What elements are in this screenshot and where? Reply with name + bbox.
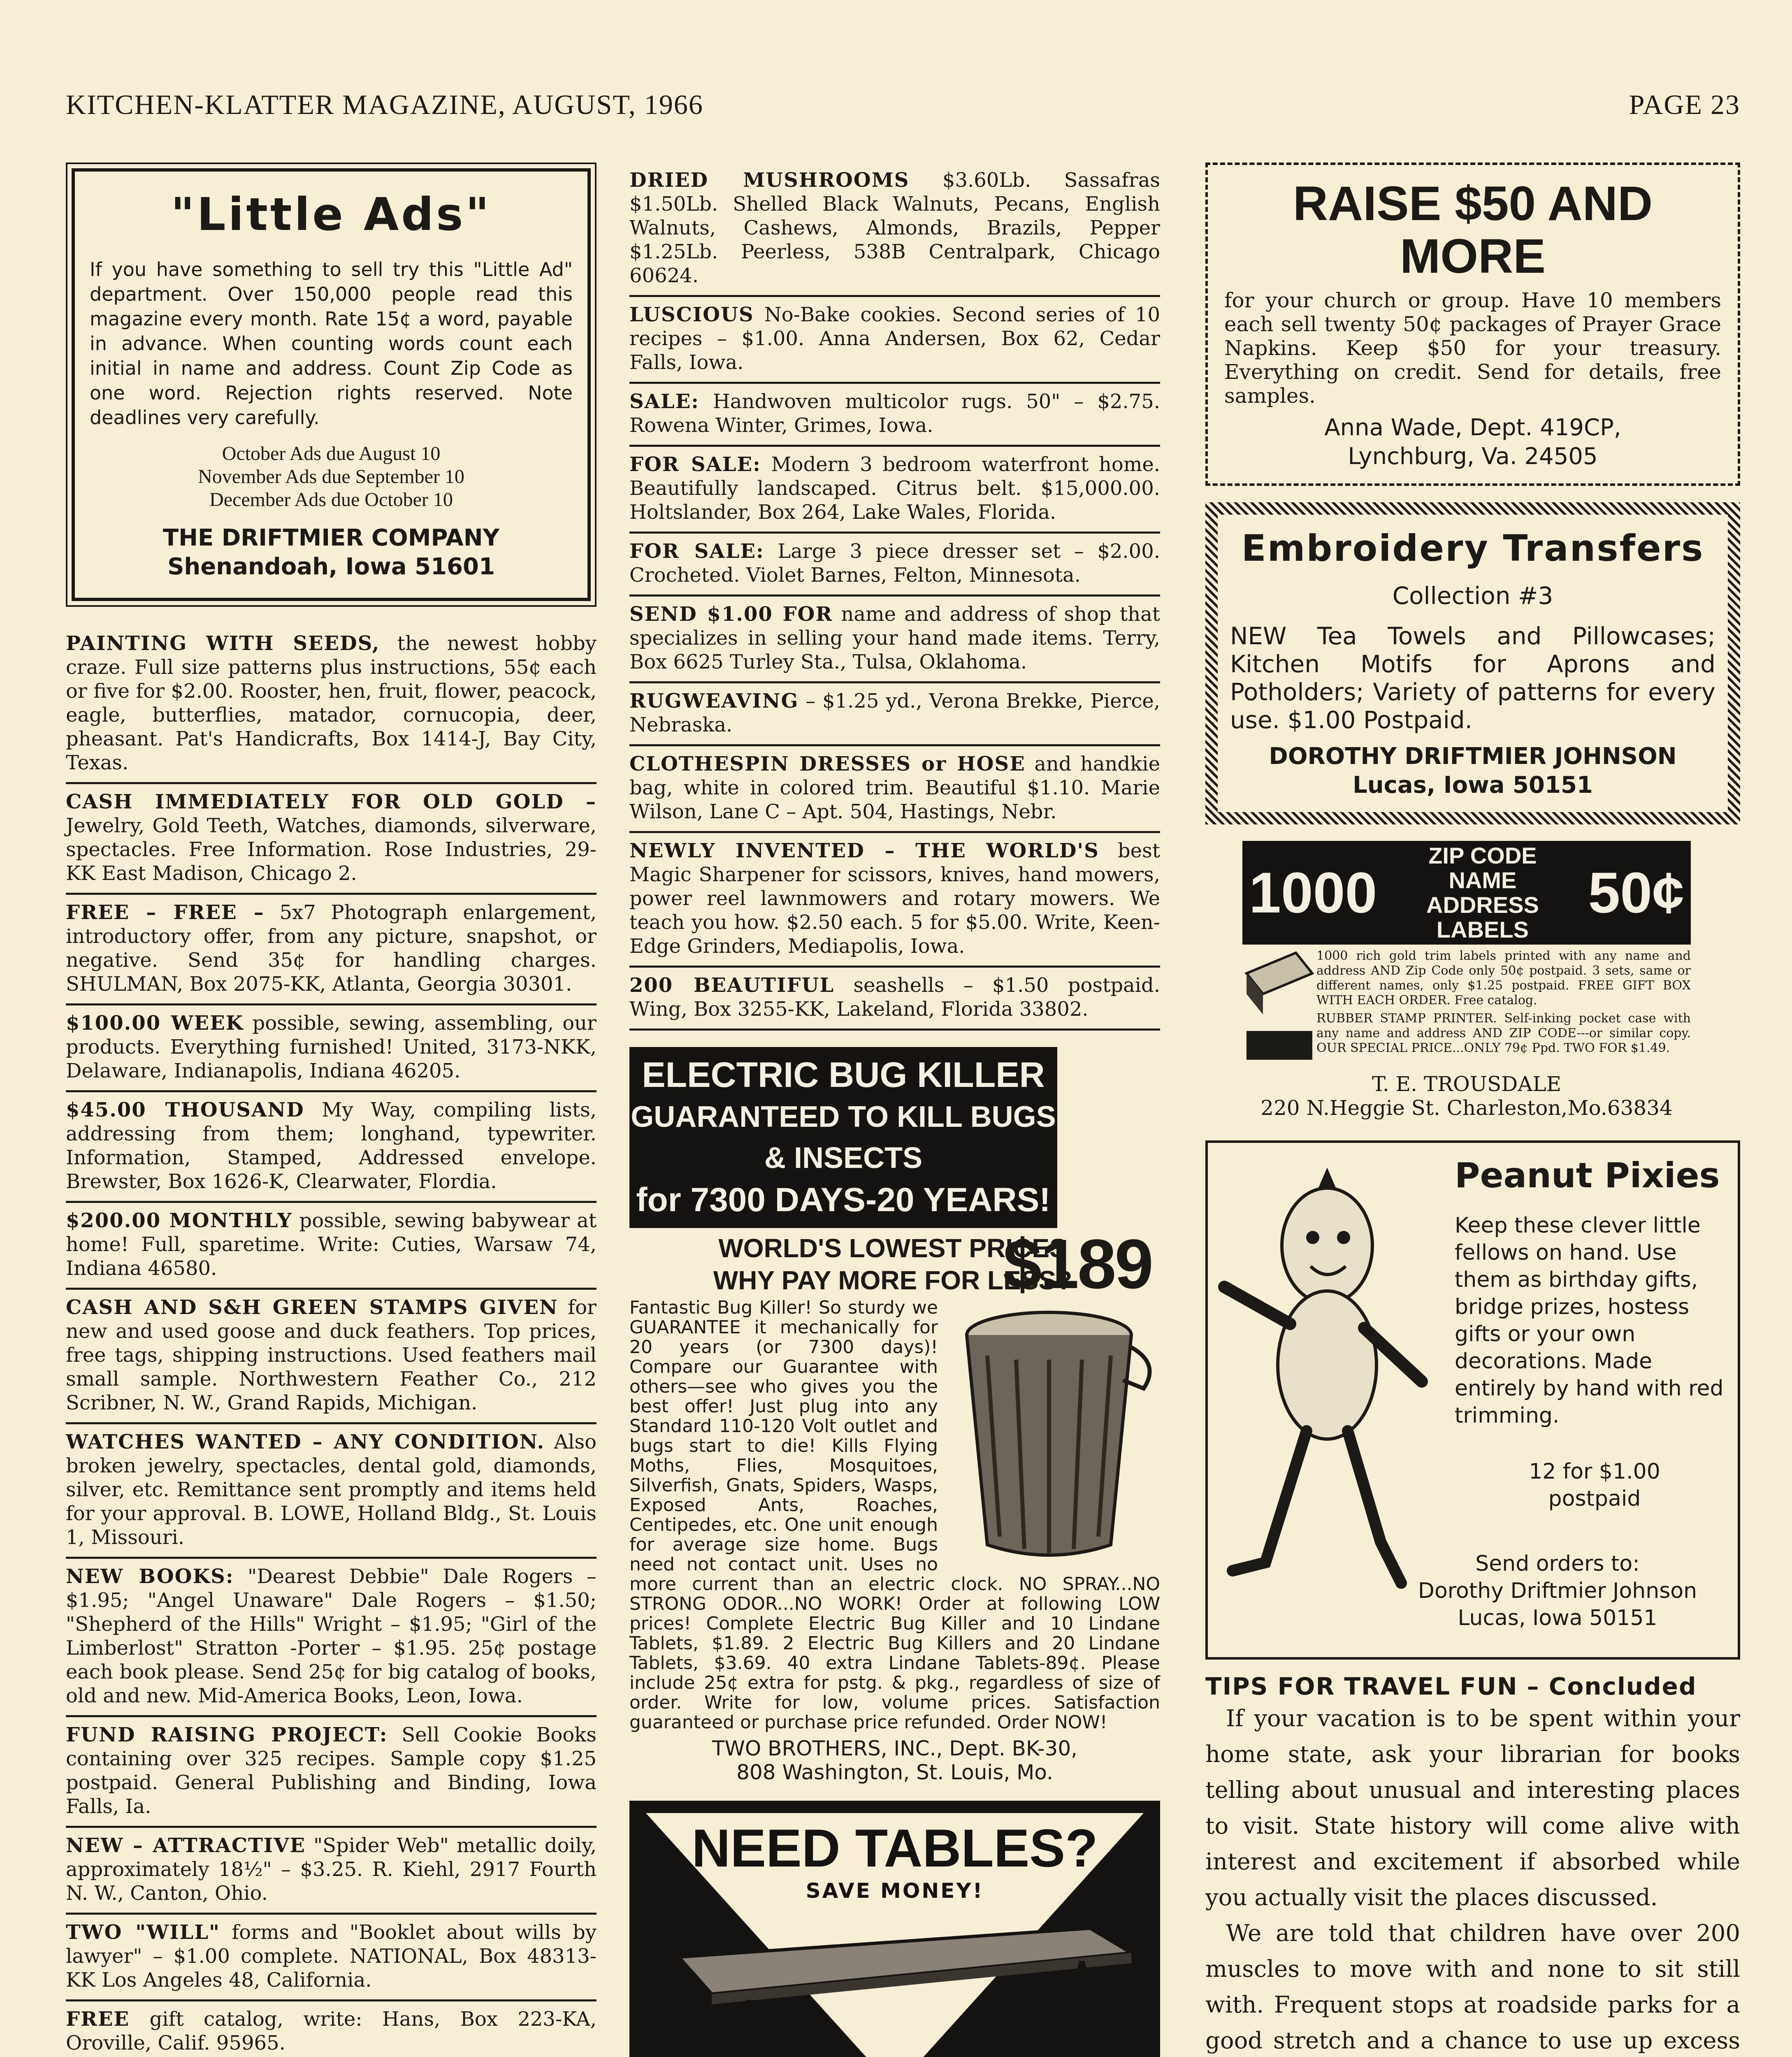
ad-text: best Magic Sharpener for scissors, knives, hand mowers, power reel lawnmowers and rotary mowers. We teach you how. $2.50 each. 5 for $5.00. Write, Keen-Edge Grinders, Mediapolis, Iowa. [629, 839, 1161, 958]
bug-price: $189 [1003, 1225, 1152, 1303]
embroidery-name: DOROTHY DRIFTMIER JOHNSON [1269, 743, 1677, 770]
classified-ad [629, 966, 1160, 1028]
embroidery-sub: Collection #3 [1392, 582, 1553, 610]
little-ads-box [72, 168, 591, 601]
classified-ad [66, 893, 597, 1003]
classified-ad [66, 1288, 597, 1422]
ad-text: Sell Cookie Books containing over 325 recipes. Sample copy $1.25 postpaid. General Publishing and Binding, Iowa Falls, Ia. [66, 1723, 597, 1818]
ad-lead: TWO "WILL" [66, 1921, 221, 1944]
column-middle [629, 163, 1160, 2057]
bug-company: TWO BROTHERS, INC., Dept. BK-30, [712, 1737, 1078, 1760]
raise-title: RAISE $50 AND MORE [1293, 176, 1653, 283]
deadline-2: November Ads due September 10 [198, 466, 464, 488]
folding-table-icon [646, 1912, 1140, 2057]
ad-lead: $100.00 WEEK [66, 1012, 244, 1035]
classified-ad [66, 1999, 597, 2057]
classified-ad [66, 1422, 597, 1557]
raise-city: Lynchburg, Va. 24505 [1348, 443, 1598, 470]
deadline-1: October Ads due August 10 [222, 443, 441, 464]
raise-name: Anna Wade, Dept. 419CP, [1324, 414, 1621, 441]
ad-text: $3.60Lb. Sassafras $1.50Lb. Shelled Black Walnuts, Pecans, English Walnuts, Cashews, Almonds, Brazils, Pepper $1.25Lb. Peerless, 538B Centralpark, Chicago 60624. [629, 169, 1160, 287]
ad-lead: SALE: [629, 390, 699, 413]
ad-lead: CLOTHESPIN DRESSES or HOSE [629, 752, 1026, 775]
classified-ad [66, 782, 597, 893]
classified-ad [66, 1201, 597, 1288]
ad-lead: NEW BOOKS: [66, 1565, 234, 1588]
magazine-title: KITCHEN-KLATTER MAGAZINE, AUGUST, 1966 [66, 89, 703, 120]
ad-lead: NEWLY INVENTED – THE WORLD'S [629, 839, 1099, 862]
classified-ad [629, 445, 1160, 532]
zip-big: 1000 [1249, 860, 1377, 925]
ad-text: seashells – $1.50 postpaid. Wing, Box 3255-KK, Lakeland, Florida 33802. [629, 974, 1160, 1021]
ad-lead: RUGWEAVING [629, 690, 799, 713]
ad-text: My Way, compiling lists, addressing from them; longhand, typewriter. Information, Stamped, Addressed envelope. Brewster, Box 1626-K, Clearwater, Flordia. [66, 1098, 597, 1193]
ad-text: – $1.25 yd., Verona Brekke, Pierce, Nebraska. [629, 690, 1160, 736]
ad-text: the newest hobby craze. Full size patterns plus instructions, 55¢ each or five for $2.00. Rooster, hen, fruit, flower, peacock, eagle, butterflies, matador, cornucopia, deer, pheasant. Pat's Handicrafts, Box 1414-J, Bay City, Texas. [66, 632, 597, 774]
classified-ad [66, 1826, 597, 1913]
ad-lead: CASH AND S&H GREEN STAMPS GIVEN [66, 1296, 558, 1319]
peanut-price: 12 for $1.00 postpaid [1529, 1459, 1660, 1511]
bug-line5: WHY PAY MORE FOR LESS? [713, 1265, 1072, 1295]
ad-text: Handwoven multicolor rugs. 50" – $2.75. Rowena Winter, Grimes, Iowa. [629, 390, 1160, 437]
ad-lead: PAINTING WITH SEEDS, [66, 632, 380, 655]
company-name: THE DRIFTMIER COMPANY [162, 525, 500, 551]
company-city: Shenandoah, Iowa 51601 [167, 553, 495, 580]
ad-lead: CASH IMMEDIATELY FOR OLD GOLD – [66, 790, 597, 813]
label-box-illustration [1242, 949, 1316, 1072]
classified-ad [66, 1913, 597, 1999]
peanut-city: Lucas, Iowa 50151 [1458, 1606, 1657, 1630]
ad-text: No-Bake cookies. Second series of 10 recipes – $1.00. Anna Andersen, Box 62, Cedar Falls, Iowa. [629, 303, 1160, 374]
zip-name: T. E. TROUSDALE [1372, 1072, 1562, 1096]
ad-lead: $200.00 MONTHLY [66, 1209, 292, 1232]
peanut-name: Dorothy Driftmier Johnson [1418, 1579, 1697, 1603]
classified-ad [66, 1557, 597, 1715]
column-right [1205, 163, 1740, 2057]
classified-ad [629, 163, 1160, 295]
ad-text: for new and used goose and duck feathers. Top prices, free tags, shipping instructions. Used feathers mail small sample. Northwestern Feather Co., 212 Scribner, N. W., Grand Rapids, Michigan. [66, 1296, 597, 1414]
ad-text: and handkie bag, white in colored trim. Beautiful $1.10. Marie Wilson, Lane C – Apt. 504, Hastings, Nebr. [629, 752, 1160, 823]
peanut-pixies-ad [1205, 1140, 1740, 1660]
bug-killer-body: Fantastic Bug Killer! So sturdy we GUARANTEE it mechanically for 20 years (or 7300 days)! Compare our Guarantee with others—see who gives you the best offer! Just plug into any Standard 110-120 Volt outlet and bugs start to die! Kills Flying Moths, Flies, Mosquitoes, Silverfish, Gnats, Spiders, Wasps, Exposed Ants, Roaches, Centipedes, etc. One unit enough for average size home. Bugs need not contact unit. Uses no more current than an electric clock. NO SPRAY...NO STRONG ODOR...NO WORK! Order at following LOW prices! Complete Electric Bug Killer and 10 Lindane Tablets, $1.89. 2 Electric Bug Killers and 20 Lindane Tablets, $3.69. 40 extra Lindane Tablets-89¢. Please include 25¢ extra for pstg. & pkg., regardless of size of order. Write for low, volume prices. Satisfaction guaranteed or purchase price refunded. Order NOW! [629, 1297, 1160, 1733]
ad-text: gift catalog, write: Hans, Box 223-KA, Oroville, Calif. 95965. [66, 2008, 597, 2055]
article-p2: We are told that children have over 200 muscles to move with and none to sit still with. Frequent stops at roadside parks for a good stretch and a chance to use up excess [1205, 1920, 1740, 2054]
ad-text: "Spider Web" metallic doily, approximately 18½" – $3.25. R. Kiehl, 2917 Fourth N. W., Canton, Ohio. [66, 1834, 597, 1905]
bug-line3: for 7300 DAYS-20 YEARS! [636, 1181, 1051, 1219]
tables-sub: SAVE MONEY! [805, 1879, 984, 1903]
ad-lead: DRIED MUSHROOMS [629, 169, 910, 192]
ad-lead: WATCHES WANTED – ANY CONDITION. [66, 1430, 545, 1453]
ad-lead: FREE [66, 2008, 130, 2031]
article-p1: If your vacation is to be spent within your home state, ask your librarian for books telling about unusual and interesting places to visit. State history will come alive with interest and excitement if absorbed while you actually visit the places discussed. [1205, 1705, 1740, 1911]
bug-line4: WORLD'S LOWEST PRICES [718, 1233, 1067, 1263]
ad-lead: LUSCIOUS [629, 303, 754, 326]
classified-ad [629, 295, 1160, 382]
travel-article [1205, 1672, 1740, 2057]
little-ads-body: If you have something to sell try this "Little Ad" department. Over 150,000 people read this magazine every month. Rate 15¢ a word, payable in advance. When counting words count each initial in name and address. Count Zip Code as one word. Rejection rights reserved. Note deadlines very carefully. [90, 258, 573, 429]
classified-ad [66, 1003, 597, 1090]
column-left [66, 163, 597, 2057]
ad-lead: FREE – FREE – [66, 901, 265, 924]
ad-text: forms and "Booklet about wills by lawyer" – $1.00 complete. NATIONAL, Box 48313-KK Los Angeles 48, California. [66, 1921, 597, 1992]
tables-headline: NEED TABLES? [692, 1818, 1098, 1878]
ad-text: "Dearest Debbie" Dale Rogers – $1.95; "Angel Unaware" Dale Rogers – $1.50; "Shepherd of the Hills" Wright – $1.95; "Girl of the Limberlost" Stratton -Porter – $1.95. 25¢ postage each book please. Send 25¢ for big catalog of books, old and new. Mid-America Books, Leon, Iowa. [66, 1565, 597, 1707]
ad-text: possible, sewing, assembling, our products. Everything furnished! United, 3173-NKK, Delaware, Indianapolis, Indiana 46205. [66, 1012, 597, 1082]
bug-killer-ad [629, 1047, 1160, 1784]
bug-address: 808 Washington, St. Louis, Mo. [736, 1760, 1053, 1784]
embroidery-title: Embroidery Transfers [1241, 527, 1704, 569]
article-title: TIPS FOR TRAVEL FUN – Concluded [1205, 1672, 1697, 1700]
classified-ad [629, 831, 1160, 966]
ad-text: Large 3 piece dresser set – $2.00. Crocheted. Violet Barnes, Felton, Minnesota. [629, 540, 1161, 587]
ad-text: Jewelry, Gold Teeth, Watches, diamonds, silverware, spectacles. Free Information. Rose Industries, 29-KK East Madison, Chicago 2. [66, 814, 597, 885]
classified-ad [629, 744, 1160, 831]
little-ads-title: "Little Ads" [171, 188, 492, 241]
deadline-3: December Ads due October 10 [209, 489, 453, 511]
classified-ad [66, 1715, 597, 1826]
ad-lead: FOR SALE: [629, 540, 764, 563]
peanut-title: Peanut Pixies [1455, 1155, 1720, 1196]
ad-text: Also broken jewelry, spectacles, dental gold, diamonds, silver, etc. Remittance sent promptly and items held for your approval. B. LOWE, Holland Bldg., St. Louis 1, Missouri. [66, 1430, 597, 1549]
classified-list-left [66, 626, 597, 2057]
ad-text: name and address of shop that specializes in selling your hand made items. Terry, Box 6625 Turley Sta., Tulsa, Oklahoma. [629, 603, 1160, 673]
zip-body: 1000 rich gold trim labels printed with any name and address AND Zip Code only 50¢ postpaid. 3 sets, same or different names, only $1.25 postpaid. FREE GIFT BOX WITH EACH ORDER. Free catalog. [1316, 949, 1691, 1008]
ad-lead: $45.00 THOUSAND [66, 1098, 304, 1121]
tables-ad [629, 1801, 1160, 2057]
ad-text: Modern 3 bedroom waterfront home. Beautifully landscaped. Citrus belt. $15,000.00. Holtslander, Box 264, Lake Wales, Florida. [629, 453, 1160, 524]
page-header [66, 88, 1740, 134]
bug-line2: GUARANTEED TO KILL BUGS & INSECTS [631, 1100, 1056, 1175]
classified-ad [629, 681, 1160, 744]
ad-lead: SEND $1.00 FOR [629, 603, 833, 626]
peanut-body: Keep these clever little fellows on hand. Use them as birthday gifts, bridge prizes, hostess gifts or your own decorations. Made entirely by hand with red trimming. [1455, 1213, 1724, 1428]
classified-list-middle [629, 163, 1160, 1031]
ad-text: 5x7 Photograph enlargement, introductory offer, from any picture, snapshot, or negative. Send 35¢ for handling charges. SHULMAN, Box 2075-KK, Atlanta, Georgia 30301. [66, 901, 597, 996]
zip-address: 220 N.Heggie St. Charleston,Mo.63834 [1260, 1096, 1673, 1120]
ad-lead: 200 BEAUTIFUL [629, 974, 835, 997]
classified-ad [66, 626, 597, 782]
ad-lead: NEW – ATTRACTIVE [66, 1834, 306, 1857]
classified-ad [629, 594, 1160, 681]
peanut-send: Send orders to: [1475, 1551, 1640, 1576]
embroidery-ad [1205, 502, 1740, 824]
raise-50-ad [1205, 163, 1740, 486]
bug-killer-device-illustration [946, 1298, 1160, 1569]
raise-body: for your church or group. Have 10 members each sell twenty 50¢ packages of Prayer Grace Napkins. Keep $50 for your treasury. Everything on credit. Send for details, free samples. [1224, 288, 1721, 408]
ad-lead: FOR SALE: [629, 453, 761, 476]
ad-lead: FUND RAISING PROJECT: [66, 1723, 388, 1746]
zip-body2: RUBBER STAMP PRINTER. Self-inking pocket case with any name and address AND ZIP CODE---or similar copy. OUR SPECIAL PRICE...ONLY 79¢ Ppd. TWO FOR $1.49. [1316, 1011, 1691, 1055]
bug-line1: ELECTRIC BUG KILLER [642, 1055, 1045, 1095]
embroidery-body: NEW Tea Towels and Pillowcases; Kitchen Motifs for Aprons and Potholders; Variety of patterns for every use. $1.00 Postpaid. [1230, 622, 1715, 734]
classified-ad [66, 1090, 597, 1201]
page-number: PAGE 23 [1629, 89, 1740, 120]
ad-text: possible, sewing babywear at home! Full, sparetime. Write: Cuties, Warsaw 74, Indiana 46580. [66, 1209, 597, 1280]
embroidery-city: Lucas, Iowa 50151 [1353, 772, 1593, 799]
zip-mid: ZIP CODE NAME ADDRESS LABELS [1426, 843, 1539, 943]
classified-ad [629, 382, 1160, 445]
zip-price: 50¢ [1588, 860, 1684, 925]
zip-labels-ad [1242, 841, 1691, 1120]
classified-ad [629, 532, 1160, 594]
